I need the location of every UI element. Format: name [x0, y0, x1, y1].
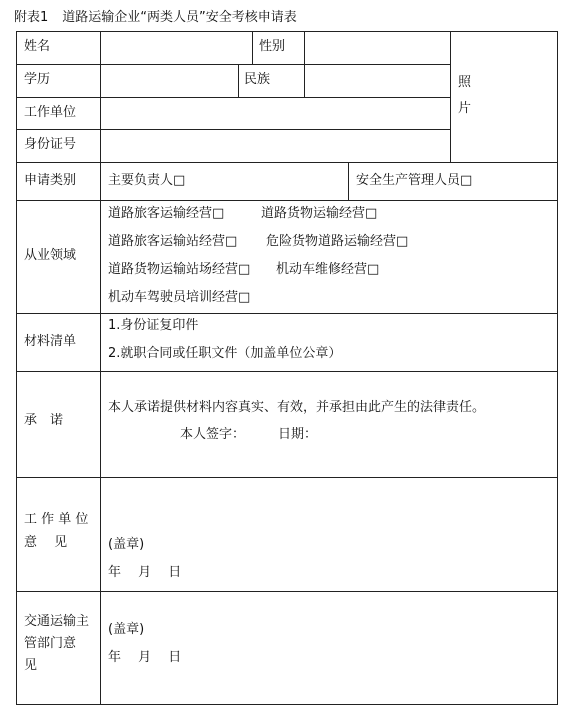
- date-label: 日期：: [278, 427, 318, 442]
- field-option[interactable]: 道路旅客运输站经营□: [108, 234, 238, 249]
- label-gender: 性别: [259, 39, 286, 54]
- grid-line: [16, 313, 557, 314]
- label-field: 从业领域: [24, 248, 77, 263]
- grid-line: [16, 704, 557, 705]
- label-category: 申请类别: [24, 173, 77, 188]
- grid-line: [16, 31, 557, 32]
- grid-line: [238, 64, 239, 97]
- grid-line: [450, 31, 451, 162]
- title-prefix: 附表1: [14, 10, 49, 25]
- label-employer-opinion: 工 作 单 位: [24, 512, 89, 527]
- label-id-number: 身份证号: [24, 137, 77, 152]
- grid-line: [100, 31, 101, 705]
- field-option[interactable]: 道路货物运输站场经营□: [108, 262, 251, 277]
- label-authority-opinion: 管部门意: [24, 636, 77, 651]
- material-item: 2.就职合同或任职文件（加盖单位公章）: [108, 346, 342, 361]
- authority-date-line: 年 月 日: [108, 650, 182, 665]
- field-option[interactable]: 道路旅客运输经营□: [108, 206, 225, 221]
- promise-text: 本人承诺提供材料内容真实、有效，并承担由此产生的法律责任。: [108, 400, 486, 415]
- label-photo-2: 片: [458, 101, 472, 116]
- grid-line: [16, 31, 17, 705]
- grid-line: [16, 64, 450, 65]
- grid-line: [16, 162, 557, 163]
- grid-line: [348, 162, 349, 200]
- category-option-safety-manager[interactable]: 安全生产管理人员□: [356, 173, 473, 188]
- signature-label: 本人签字：: [180, 427, 246, 442]
- label-employer-opinion: 意 见: [24, 535, 68, 550]
- form-title: [14, 6, 297, 25]
- grid-line: [16, 129, 450, 130]
- employer-date-line: 年 月 日: [108, 565, 182, 580]
- category-option-principal[interactable]: 主要负责人□: [108, 173, 186, 188]
- grid-line: [16, 97, 450, 98]
- grid-line: [304, 31, 305, 97]
- label-authority-opinion: 见: [24, 658, 38, 673]
- employer-seal: (盖章): [108, 537, 145, 552]
- label-education: 学历: [24, 72, 51, 87]
- field-option[interactable]: 危险货物道路运输经营□: [266, 234, 409, 249]
- grid-line: [16, 591, 557, 592]
- label-materials: 材料清单: [24, 334, 77, 349]
- grid-line: [16, 477, 557, 478]
- label-employer: 工作单位: [24, 105, 77, 120]
- label-photo-1: 照: [458, 75, 472, 90]
- material-item: 1.身份证复印件: [108, 318, 199, 333]
- grid-line: [16, 371, 557, 372]
- field-option[interactable]: 机动车维修经营□: [276, 262, 380, 277]
- grid-line: [557, 31, 558, 705]
- label-name: 姓名: [24, 39, 51, 54]
- authority-seal: (盖章): [108, 622, 145, 637]
- label-promise: 承 诺: [24, 413, 64, 428]
- grid-line: [16, 200, 557, 201]
- label-ethnicity: 民族: [244, 72, 271, 87]
- title-text: 道路运输企业“两类人员”安全考核申请表: [62, 10, 297, 25]
- label-authority-opinion: 交通运输主: [24, 614, 90, 629]
- field-option[interactable]: 机动车驾驶员培训经营□: [108, 290, 251, 305]
- field-option[interactable]: 道路货物运输经营□: [261, 206, 378, 221]
- grid-line: [252, 31, 253, 64]
